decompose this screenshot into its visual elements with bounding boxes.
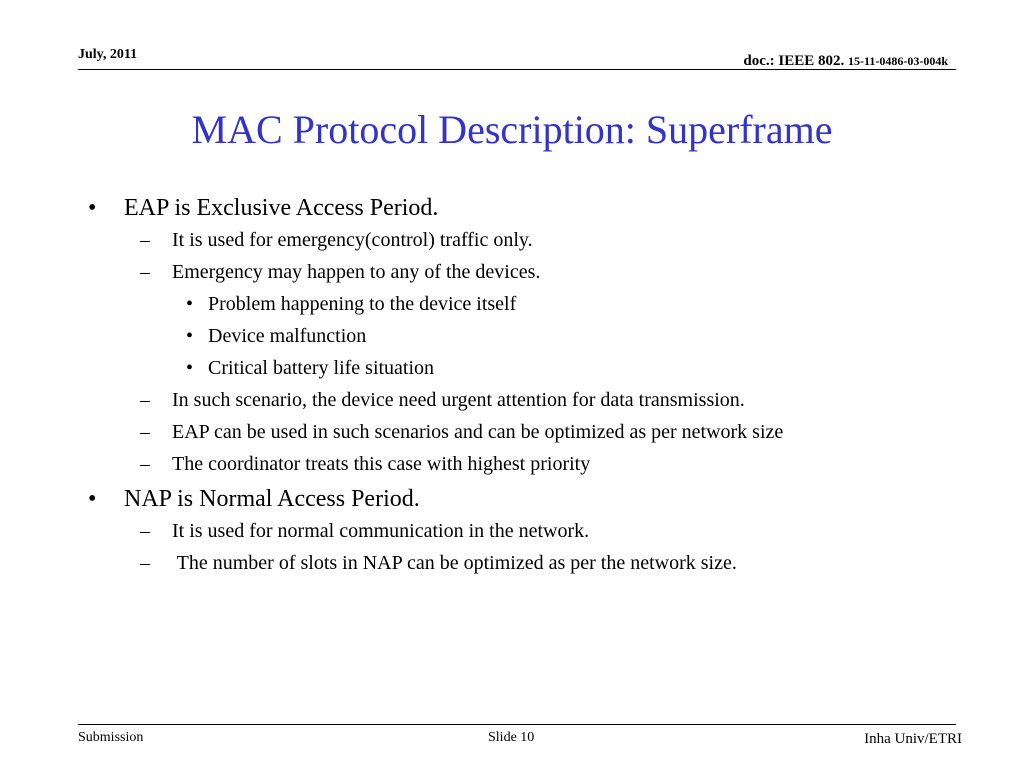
bullet-text: In such scenario, the device need urgent attention for data transmission. [172, 389, 745, 411]
bullet-l3 [84, 324, 964, 349]
slide-body [84, 193, 964, 583]
bullet-marker: • [88, 486, 97, 512]
header-doc-prefix: doc.: IEEE 802. [743, 53, 845, 69]
footer-affiliation: Inha Univ/ETRI [864, 731, 962, 747]
header-date: July, 2011 [78, 47, 138, 62]
bullet-marker: – [140, 520, 150, 542]
bullet-text: Emergency may happen to any of the devices. [172, 261, 541, 283]
footer-submission: Submission [78, 730, 144, 745]
bullet-text: Problem happening to the device itself [208, 293, 517, 315]
footer-slide-number: Slide 10 [488, 730, 535, 745]
bullet-l2 [84, 452, 964, 477]
header-doc-number: 15-11-0486-03-004k [848, 54, 948, 68]
bullet-l2 [84, 228, 964, 253]
bullet-marker: – [140, 229, 150, 251]
slide-title: MAC Protocol Description: Superframe [191, 107, 833, 152]
bullet-text: EAP can be used in such scenarios and can be optimized as per network size [172, 421, 784, 443]
bullet-marker: – [140, 552, 150, 574]
bullet-l2 [84, 260, 964, 285]
bullet-text: It is used for emergency(control) traffic only. [172, 229, 533, 251]
bullet-marker: – [140, 453, 150, 475]
bullet-l1 [84, 484, 964, 515]
bullet-marker: • [88, 195, 97, 221]
footer-rule [78, 724, 956, 725]
bullet-text: The coordinator treats this case with highest priority [172, 453, 591, 475]
bullet-text: It is used for normal communication in the network. [172, 520, 590, 542]
bullet-text: Critical battery life situation [208, 357, 435, 379]
header-doc-id [743, 53, 948, 70]
bullet-text: EAP is Exclusive Access Period. [124, 195, 439, 221]
bullet-l2 [84, 519, 964, 544]
bullet-text: The number of slots in NAP can be optimized as per the network size. [172, 552, 737, 574]
bullet-marker: • [186, 293, 194, 315]
bullet-marker: – [140, 261, 150, 283]
bullet-l2 [84, 420, 964, 445]
bullet-marker: • [186, 357, 194, 379]
bullet-marker: – [140, 389, 150, 411]
bullet-marker: – [140, 421, 150, 443]
bullet-text: NAP is Normal Access Period. [124, 486, 420, 512]
bullet-l3 [84, 292, 964, 317]
bullet-l1 [84, 193, 964, 224]
header-rule [78, 69, 956, 70]
bullet-l2 [84, 388, 964, 413]
bullet-text: Device malfunction [208, 325, 367, 347]
bullet-l3 [84, 356, 964, 381]
bullet-l2 [84, 551, 964, 576]
bullet-marker: • [186, 325, 194, 347]
